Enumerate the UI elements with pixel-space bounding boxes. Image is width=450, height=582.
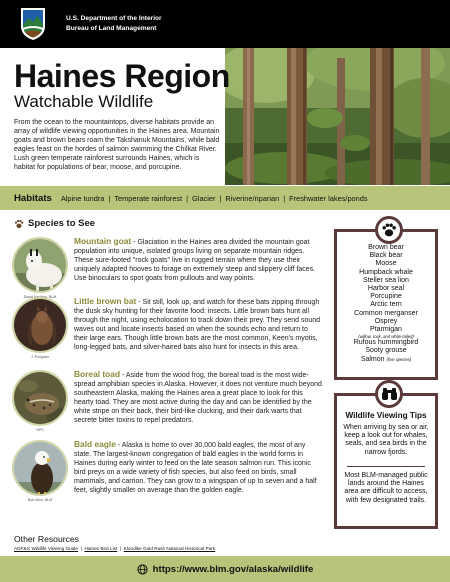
forest-photo: [225, 48, 450, 185]
habitat-temperate-rainforest: Temperate rainforest: [114, 193, 183, 203]
paw-print-icon: [381, 222, 397, 238]
species-list-box: [334, 229, 438, 380]
list-item: Brown bear: [368, 244, 404, 251]
other-resources-links: [14, 546, 215, 551]
bat-photo: [12, 297, 68, 353]
species-heading: [14, 218, 95, 229]
other-resources-title: Other Resources: [14, 534, 79, 544]
animal-description-text: - Glaciation in the Haines area divided the mountain goat population into unique, isolated groups living on separate mountain ridges. These sure-footed "rock goats" live in rugged terrain where they use their uniquely adapted hooves to forage on extremely steep and slippery cliff faces. Use binoculars to spot goats from pullouts and way points.: [74, 239, 316, 283]
animal-description-text: - Alaska is home to over 30,000 bald eagles, the most of any state. The largest-known congregation of bald eagles in the world forms in Haines during early winter to feed on the late season salmon run. This iconic bird preys on a wide variety of fish species, but also feed on birds, small mammals, and carrion. They can grow to a wingspan of up to seven and a half feet, slightly smaller on average than the golden eagle.: [74, 442, 317, 495]
list-item: Sooty grouse: [365, 347, 407, 355]
list-item-note: (willow, rock, and white-tailed): [358, 334, 414, 340]
list-item: Rufous hummingbird: [353, 339, 419, 347]
page-title: Haines Region: [14, 58, 230, 94]
habitat-separator: |: [219, 193, 222, 203]
tips-divider: [347, 466, 425, 467]
animal-name: Bald eagle: [74, 439, 116, 449]
agency-header-bar: [0, 0, 450, 48]
animal-description: [74, 297, 323, 353]
link-separator: |: [119, 546, 122, 551]
agency-name: [66, 14, 162, 33]
habitat-glacier: Glacier: [192, 193, 216, 203]
link-klondike-park[interactable]: Klondike Gold Rush National Historical Park: [123, 546, 216, 551]
list-item-salmon: Salmon: [360, 355, 385, 363]
animal-name: Mountain goat: [74, 236, 132, 246]
viewing-tips-badge: [375, 380, 403, 408]
animal-description: [74, 237, 323, 283]
animal-description: [74, 370, 323, 426]
agency-bureau: Bureau of Land Management: [66, 24, 157, 32]
list-item: Humpback whale: [359, 268, 413, 276]
page-subtitle: Watchable Wildlife: [14, 92, 154, 111]
link-adfg-viewing-guide[interactable]: ADF&G Wildlife Viewing Guide: [14, 546, 78, 551]
habitat-separator: |: [108, 193, 111, 203]
list-item: Common merganser: [354, 309, 418, 317]
habitat-separator: |: [283, 193, 286, 203]
photo-credit: David Nadolny, BLM: [23, 295, 57, 299]
footer-bar: [0, 556, 450, 582]
viewing-tips-title: Wildlife Viewing Tips: [345, 411, 427, 420]
globe-icon: [137, 564, 148, 575]
blm-logo-icon: [18, 6, 48, 42]
photo-credit: J. Pongratz: [30, 355, 50, 359]
intro-paragraph: From the ocean to the mountaintops, diverse habitats provide an array of wildlife viewing opportunities in the Haines area. Mountain goats and brown bears roam the Takshanuk Mountains, while bald eagles feast on the hordes of salmon swimming the Chilkat River. Lush green temperate rainforest surrounds Haines, which is habitat for populations of bear, moose, and porcupine.: [14, 119, 220, 172]
list-item: Moose: [375, 260, 397, 268]
animal-description: [74, 440, 323, 496]
habitat-separator: |: [186, 193, 189, 203]
eagle-photo: [12, 440, 68, 496]
list-item: Harbor seal: [367, 285, 405, 293]
habitat-riverine: Riverine/riparian: [225, 193, 280, 203]
habitat-alpine-tundra: Alpine tundra: [60, 193, 105, 203]
habitats-bar: [0, 186, 450, 210]
viewing-tip: When arriving by sea or air, keep a look out for whales, seals, and sea birds in the narrow fjords.: [343, 424, 429, 456]
animal-description-text: - Sit still, look up, and watch for these bats zipping through the dusk sky hunting for their favorite food: insects. Little brown bats hunt all through the night, using echolocation to track down their prey. They send sound waves out and locate insects based on when the sounds echo and return to their large ears. Though little brown bats are the most common, Keen's myotis, long-legged bats, and silver-haired bats also hunt for insects in this area.: [74, 299, 321, 352]
link-separator: |: [80, 546, 82, 551]
photo-credit: NPS: [36, 428, 44, 432]
animal-name: Little brown bat: [74, 296, 137, 306]
list-item: Steller sea lion: [363, 276, 409, 284]
toad-photo: [12, 370, 68, 426]
species-heading-text: Species to See: [28, 218, 96, 229]
paw-print-icon: [14, 219, 24, 229]
agency-department: U.S. Department of the Interior: [66, 15, 162, 22]
footer-url-link[interactable]: https://www.blm.gov/alaska/wildlife: [152, 563, 314, 575]
list-item: Ptarmigan: [370, 326, 402, 334]
viewing-tips-box: [334, 393, 438, 529]
list-item-note: (five species): [386, 356, 412, 362]
list-item: [337, 356, 435, 364]
animal-description-text: - Aside from the wood frog, the boreal toad is the most wide-spread amphibian species in Alaska. However, it does not venture much beyond southeastern Alaska, making the Haines area a great place to look for this hearty toad. They are most active during the day and can be identified by the white stripe on their back, their bird-like clucking, and their dark warts that secrete bitter toxins to repel predators.: [74, 372, 322, 425]
viewing-tip: Most BLM-managed public lands around the Haines area are difficult to access, with few designated trails.: [344, 472, 428, 504]
list-item: Black bear: [369, 252, 403, 260]
animal-name: Boreal toad: [74, 369, 121, 379]
list-item: Osprey: [374, 317, 398, 325]
binoculars-icon: [381, 387, 398, 401]
mountain-goat-photo: [12, 237, 68, 293]
link-haines-bird-list[interactable]: Haines Bird List: [84, 546, 118, 551]
list-item: Porcupine: [370, 293, 402, 301]
species-list-badge: [375, 216, 403, 244]
habitat-freshwater: Freshwater lakes/ponds: [289, 193, 368, 203]
list-item: Arctic tern: [370, 301, 402, 309]
habitats-title: Habitats: [14, 192, 52, 204]
photo-credit: Bob Wick, BLM: [27, 498, 53, 502]
species-list: [337, 244, 435, 364]
